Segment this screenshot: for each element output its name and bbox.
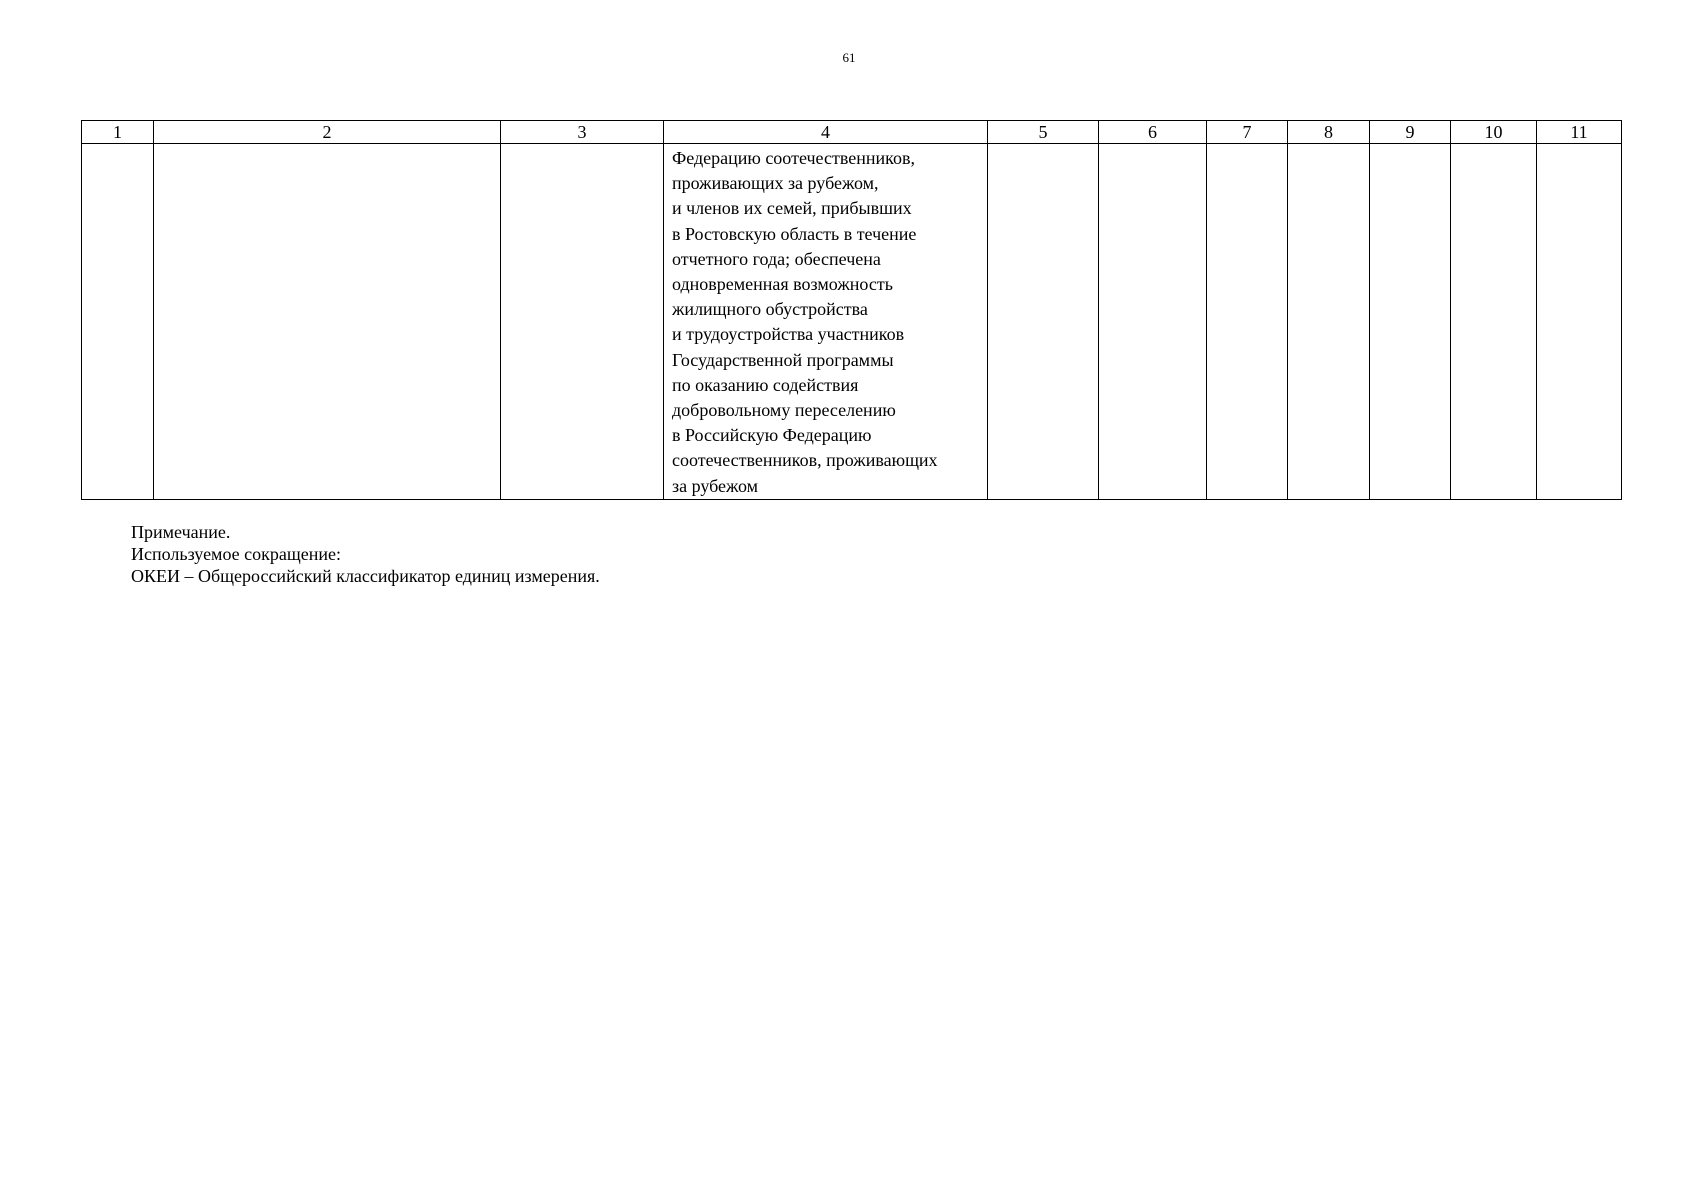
column-header: 2	[154, 121, 501, 144]
table-header-row	[82, 121, 1622, 144]
cell-text-line: Федерацию соотечественников,	[672, 148, 915, 168]
table-cell	[1451, 144, 1537, 500]
cell-text-line: за рубежом	[672, 475, 759, 496]
page-number: 61	[842, 50, 856, 65]
table-row	[82, 144, 1622, 500]
column-header: 11	[1537, 121, 1622, 144]
cell-text-line: отчетного года; обеспечена	[672, 248, 881, 269]
cell-text-line: Государственной программы	[672, 349, 894, 370]
table-cell	[501, 144, 664, 500]
table-cell-description	[664, 144, 988, 500]
cell-text-line: в Ростовскую область в течение	[672, 223, 917, 244]
table-cell	[1537, 144, 1622, 500]
cell-text-line: добровольному переселению	[672, 400, 896, 421]
column-header: 5	[988, 121, 1099, 144]
column-header: 4	[664, 121, 988, 144]
cell-text-line: жилищного обустройства	[672, 299, 868, 320]
table-cell	[1370, 144, 1451, 500]
table-cell	[988, 144, 1099, 500]
cell-text-line: соотечественников, проживающих	[672, 450, 938, 471]
cell-text-line: проживающих за рубежом,	[672, 173, 879, 194]
column-header: 8	[1288, 121, 1370, 144]
cell-text-line: и членов их семей, прибывших	[672, 198, 912, 219]
notes-block	[131, 521, 600, 587]
notes-abbreviation-definition: ОКЕИ – Общероссийский классификатор единиц измерения.	[131, 566, 600, 586]
table-cell	[154, 144, 501, 500]
cell-text-line: и трудоустройства участников	[672, 324, 905, 345]
column-header: 9	[1370, 121, 1451, 144]
column-header: 3	[501, 121, 664, 144]
column-header: 7	[1207, 121, 1288, 144]
notes-abbreviation-intro: Используемое сокращение:	[131, 544, 341, 564]
notes-heading: Примечание.	[131, 522, 231, 542]
column-header: 6	[1099, 121, 1207, 144]
cell-text-line: в Российскую Федерацию	[672, 425, 872, 446]
table-cell	[82, 144, 154, 500]
column-header: 10	[1451, 121, 1537, 144]
table-cell	[1207, 144, 1288, 500]
table-cell	[1288, 144, 1370, 500]
data-table	[81, 120, 1622, 500]
column-header: 1	[82, 121, 154, 144]
cell-text-line: по оказанию содействия	[672, 374, 859, 395]
table-cell	[1099, 144, 1207, 500]
cell-text-line: одновременная возможность	[672, 274, 893, 295]
